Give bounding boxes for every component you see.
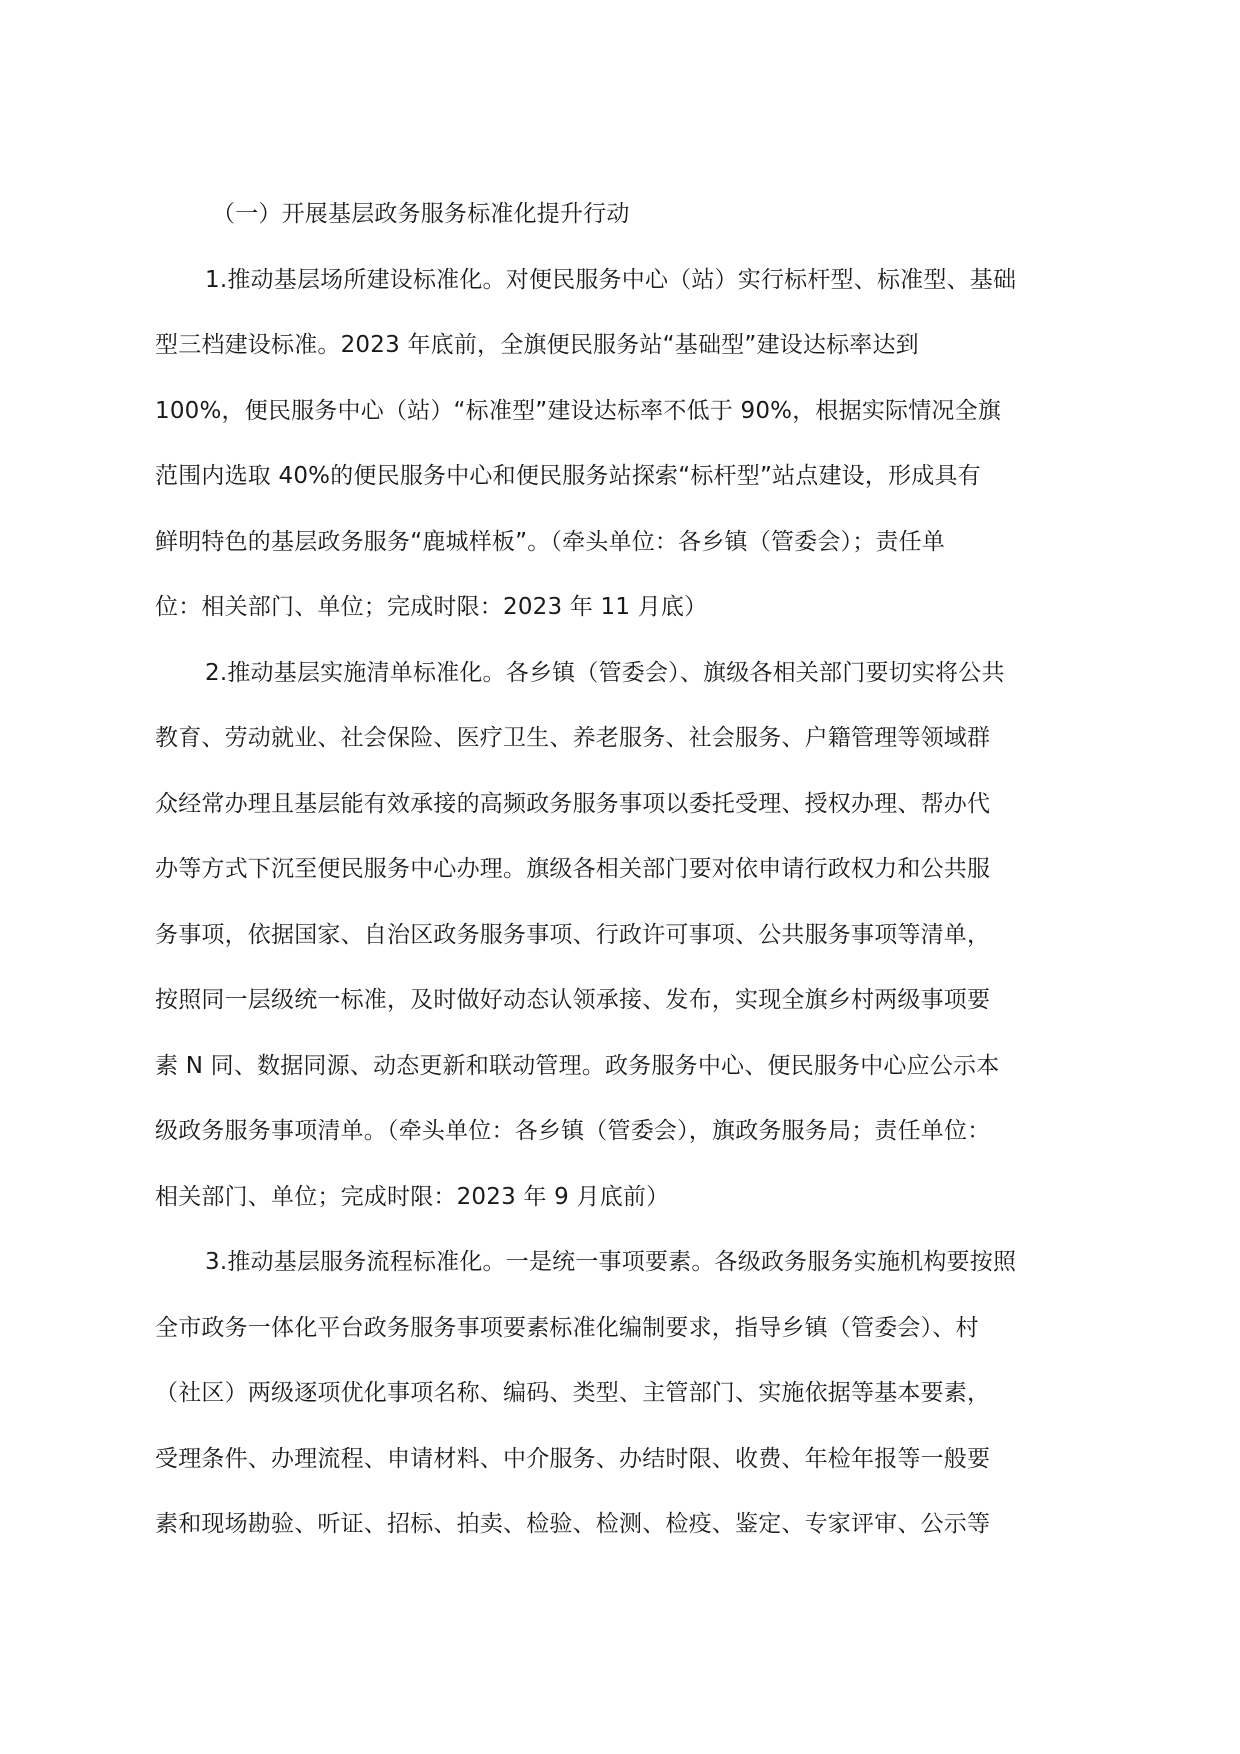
paragraph-2-line-2: 教育、劳动就业、社会保险、医疗卫生、养老服务、社会服务、户籍管理等领域群 [155,725,991,751]
paragraph-1-line-6: 位：相关部门、单位；完成时限：2023 年 11 月底） [155,594,708,620]
paragraph-3-line-3: （社区）两级逐项优化事项名称、编码、类型、主管部门、实施依据等基本要素， [155,1380,991,1406]
paragraph-3-line-4: 受理条件、办理流程、申请材料、中介服务、办结时限、收费、年检年报等一般要 [155,1445,991,1472]
paragraph-2-line-9: 相关部门、单位；完成时限：2023 年 9 月底前） [155,1183,670,1210]
paragraph-2-line-4: 办等方式下沉至便民服务中心办理。旗级各相关部门要对依申请行政权力和公共服 [155,856,991,882]
paragraph-2-line-1: 2.推动基层实施清单标准化。各乡镇（管委会）、旗级各相关部门要切实将公共 [205,659,1005,686]
paragraph-1-line-1: 1.推动基层场所建设标准化。对便民服务中心（站）实行标杆型、标准型、基础 [205,266,1017,293]
paragraph-1-line-4: 范围内选取 40%的便民服务中心和便民服务站探索“标杆型”站点建设，形成具有 [155,463,981,489]
paragraph-2-line-7: 素 N 同、数据同源、动态更新和联动管理。政务服务中心、便民服务中心应公示本 [155,1052,1000,1079]
paragraph-2-line-5: 务事项，依据国家、自治区政务服务事项、行政许可事项、公共服务事项等清单， [155,921,991,948]
paragraph-2-line-8: 级政务服务事项清单。（牵头单位：各乡镇（管委会），旗政务服务局；责任单位： [155,1118,991,1144]
paragraph-1-line-3: 100%，便民服务中心（站）“标准型”建设达标率不低于 90%，根据实际情况全旗 [155,397,1002,424]
paragraph-3-line-2: 全市政务一体化平台政务服务事项要素标准化编制要求，指导乡镇（管委会）、村 [155,1314,979,1341]
paragraph-2-line-6: 按照同一层级统一标准，及时做好动态认领承接、发布，实现全旗乡村两级事项要 [155,987,991,1013]
paragraph-1-line-5: 鲜明特色的基层政务服务“鹿城样板”。（牵头单位：各乡镇（管委会）；责任单 [155,528,946,555]
paragraph-3-line-1: 3.推动基层服务流程标准化。一是统一事项要素。各级政务服务实施机构要按照 [205,1249,1017,1275]
document-body [155,196,1085,1572]
paragraph-2-line-3: 众经常办理且基层能有效承接的高频政务服务事项以委托受理、授权办理、帮办代 [155,790,991,817]
paragraph-3-line-5: 素和现场勘验、听证、招标、拍卖、检验、检测、检疫、鉴定、专家评审、公示等 [155,1511,991,1537]
paragraph-1-line-2: 型三档建设标准。2023 年底前，全旗便民服务站“基础型”建设达标率达到 [155,332,919,358]
section-heading: （一）开展基层政务服务标准化提升行动 [212,201,630,227]
